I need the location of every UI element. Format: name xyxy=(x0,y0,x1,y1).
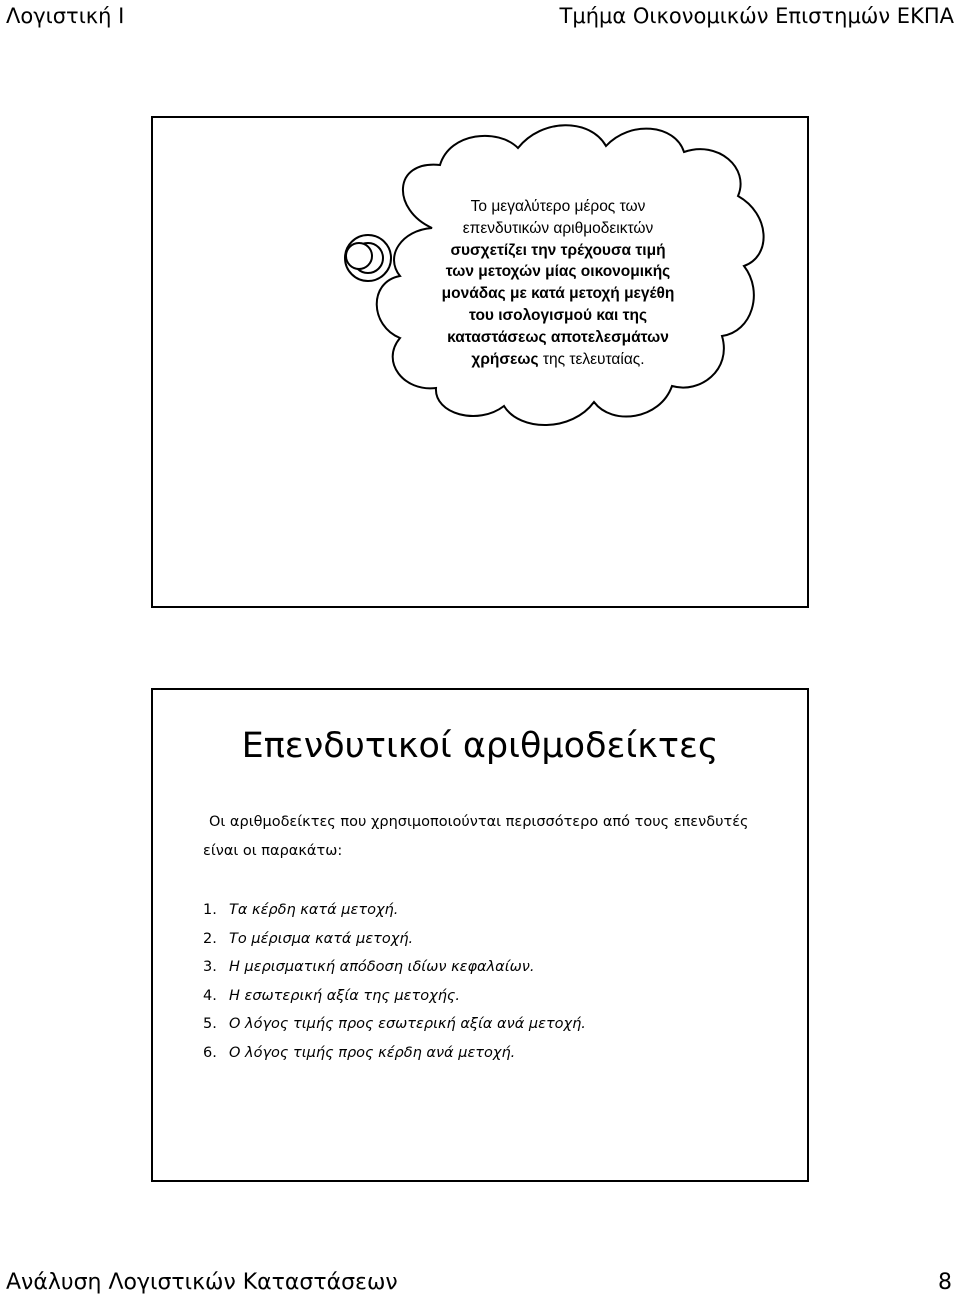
ratio-list xyxy=(203,896,586,1068)
list-item xyxy=(203,982,586,1011)
cloud-line-last xyxy=(430,349,686,371)
slide-intro xyxy=(203,808,783,865)
list-item xyxy=(203,925,586,954)
list-number: 3. xyxy=(203,959,217,976)
list-text: Το μέρισμα κατά μετοχή. xyxy=(229,930,414,947)
cloud-line: μονάδας με κατά μετοχή μεγέθη xyxy=(441,285,675,303)
page-number: 8 xyxy=(938,1270,952,1295)
list-text: Η μερισματική απόδοση ιδίων κεφαλαίων. xyxy=(229,959,535,976)
list-number: 1. xyxy=(203,902,217,918)
list-number: 4. xyxy=(203,987,217,1004)
list-text: Η εσωτερική αξία της μετοχής. xyxy=(229,987,461,1004)
list-text: Τα κέρδη κατά μετοχή. xyxy=(229,902,399,918)
footer-title: Ανάλυση Λογιστικών Καταστάσεων xyxy=(6,1270,398,1295)
list-item xyxy=(203,896,586,925)
cloud-text xyxy=(430,196,686,370)
cloud-line: καταστάσεως αποτελεσμάτων xyxy=(447,328,669,346)
cloud-line: του ισολογισμού και της xyxy=(468,306,648,324)
header-department: Τμήμα Οικονομικών Επιστημών ΕΚΠΑ xyxy=(559,4,954,28)
cloud-line-bold: χρήσεως xyxy=(471,350,539,368)
cloud-line: επενδυτικών αριθμοδεικτών xyxy=(462,219,654,237)
header-course-title: Λογιστική Ι xyxy=(6,4,125,28)
list-item xyxy=(203,1010,586,1039)
cloud-line: συσχετίζει την τρέχουσα τιμή xyxy=(450,241,666,259)
list-text: Ο λόγος τιμής προς εσωτερική αξία ανά μετοχή. xyxy=(229,1016,586,1033)
list-number: 5. xyxy=(203,1016,217,1033)
slide-title: Επενδυτικοί αριθμοδείκτες xyxy=(241,726,719,766)
list-item xyxy=(203,1039,586,1068)
list-number: 2. xyxy=(203,930,217,947)
intro-line: Οι αριθμοδείκτες που χρησιμοποιούνται περισσότερο από τους επενδυτές xyxy=(209,814,749,830)
list-item xyxy=(203,953,586,982)
intro-line: είναι οι παρακάτω: xyxy=(203,842,343,859)
cloud-line: Το μεγαλύτερο μέρος των xyxy=(470,198,646,215)
list-number: 6. xyxy=(203,1044,217,1061)
cloud-line: των μετοχών μίας οικονομικής xyxy=(445,263,671,281)
slide-investment-ratios xyxy=(151,688,809,1182)
cloud-line-tail: της τελευταίας. xyxy=(542,350,645,368)
list-text: Ο λόγος τιμής προς κέρδη ανά μετοχή. xyxy=(229,1044,516,1061)
